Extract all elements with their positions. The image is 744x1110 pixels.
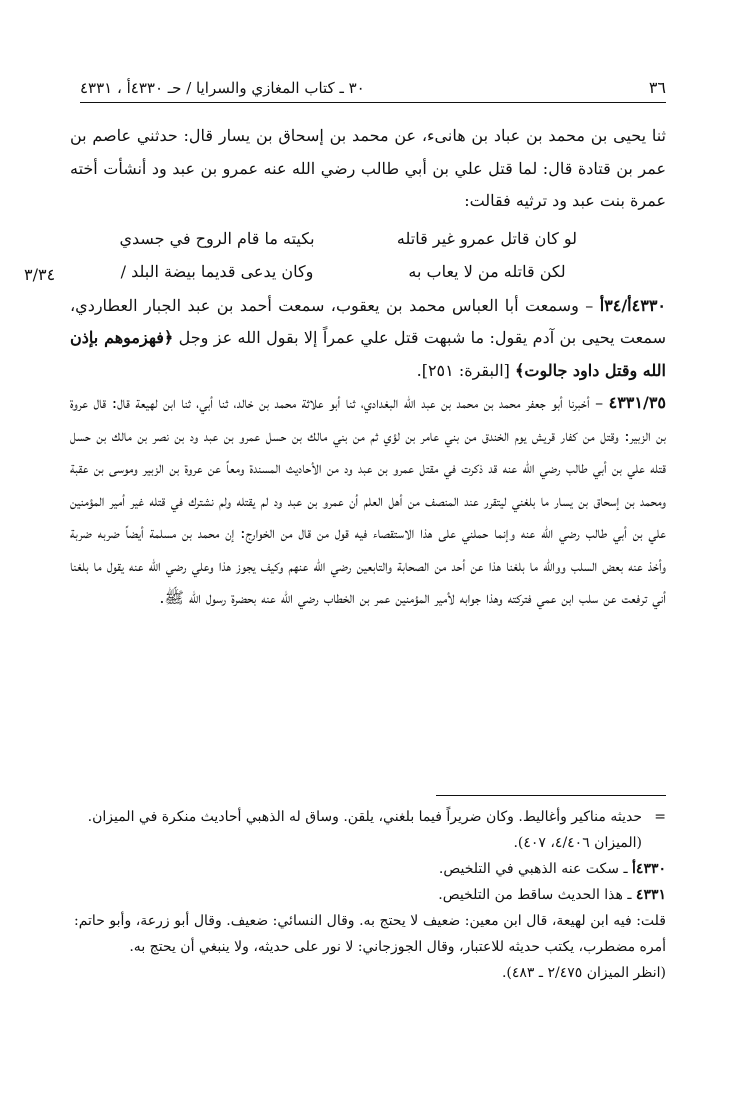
main-text	[70, 120, 666, 615]
footnote-text: ـ سكت عنه الذهبي في التلخيص.	[438, 861, 633, 877]
hadith-number: ٤٣٣٠أ/٣٤أ	[599, 295, 666, 315]
footnote-text: ـ هذا الحديث ساقط من التلخيص.	[438, 887, 636, 903]
running-title: ٣٠ ـ كتاب المغازي والسرايا / حـ ٤٣٣٠أ ، ٤٣٣١	[80, 79, 365, 97]
footnote-reference: (الميزان ٤/٤٠٦، ٤٠٧).	[513, 835, 642, 851]
page-number: ٣٦	[648, 78, 666, 97]
poem	[70, 222, 666, 288]
hadith-text: – أخبرنا أبو جعفر محمد بن محمد بن عبد الله البغدادي، ثنا أبو علاثة محمد بن خالد، ثنا أبي، ثنا ابن لهيعة قال: قال عروة بن الزبير: وقتل من كفار قريش يوم الخندق من بني عامر بن لؤي ثم من بني مالك بن حسل عمرو بن عبد ود بن نصر بن مالك بن حسل قتله علي بن أبي طالب رضي الله عنه قد ذكرت في مقتل عمرو بن عبد ود من الأحاديث المسندة ومعاً عن عروة بن الزبير وموسى بن عقبة ومحمد بن إسحاق بن يسار ما بلغني ليتقرر عند المنصف من أهل العلم أن عمرو بن عبد ود لم يقتله ولم نشترك في قتله غير أمير المؤمنين علي بن أبي طالب رضي الله عنه وإنما حملني على هذا الاستقصاء فيه قول من قال من الخوارج: إن محمد بن مسلمة أيضاً ضربه ضربة وأخذ عنه بعض السلب ووالله ما بلغنا هذا عن أحد من الصحابة والتابعين رضي الله عنهم وكيف يجوز هذا وعلي رضي الله عنه يقول ما بلغنا أني ترفعت عن سلب ابن عمي فتركته وهذا جوابه لأمير المؤمنين عمر بن الخطاب رضي الله عنه بحضرة رسول الله ﷺ.	[70, 393, 666, 607]
footnote-4330a	[74, 856, 666, 882]
intro-paragraph: ثنا يحيى بن محمد بن عباد بن هانىء، عن محمد بن إسحاق بن يسار قال: حدثني عاصم بن عمر بن قتادة قال: لما قتل علي بن أبي طالب رضي الله عنه عمرو بن عبد ود أنشأت أخته عمرة بنت عبد ود ترثيه فقالت:	[70, 126, 666, 210]
quran-reference: [البقرة: ٢٥١].	[416, 360, 515, 380]
hadith-text: – وسمعت أبا العباس محمد بن يعقوب، سمعت أحمد بن عبد الجبار العطاردي، سمعت يحيى بن آدم يقول: ما شبهت قتل علي عمراً إلا بقول الله عز وجل	[70, 295, 666, 347]
poem-line-1	[70, 222, 666, 255]
poem-line-2	[70, 255, 666, 288]
footnote-comment-reference: (انظر الميزان ٢/٤٧٥ ـ ٤٨٣).	[501, 965, 666, 981]
footnote-text: حديثه مناكير وأغاليط. وكان ضريراً فيما بلغني، يلقن. وساق له الذهبي أحاديث منكرة في الميزان.	[87, 809, 642, 825]
hemistich: لكن قاتله من لا يعاب به	[408, 261, 566, 281]
footnote-number: ٤٣٣٠أ	[632, 861, 666, 877]
hadith-4331	[70, 387, 666, 615]
hadith-number: ٤٣٣١/٣٥	[608, 393, 666, 412]
hemistich: بكيته ما قام الروح في جسدي	[119, 228, 315, 248]
footnotes	[74, 804, 666, 986]
footnote-4331	[74, 882, 666, 908]
hadith-4330a	[70, 290, 666, 388]
continuation-mark: =	[654, 809, 666, 825]
quran-quote: ﴿فهزموهم بإذن الله وقتل داود جالوت﴾	[70, 328, 666, 380]
footnote-comment: قلت: فيه ابن لهيعة، قال ابن معين: ضعيف لا يحتج به. وقال النسائي: ضعيف. وقال أبو زرعة، وأبو حاتم: أمره مضطرب، يكتب حديثه للاعتبار، وقال الجوزجاني: لا نور على حديثه، ولا ينبغي أن يحتج به.	[74, 913, 666, 955]
footnote-number: ٤٣٣١	[635, 887, 666, 903]
hemistich: لو كان قاتل عمرو غير قاتله	[396, 228, 578, 248]
footnote-continued	[74, 804, 666, 830]
footnote-divider	[436, 795, 666, 796]
hemistich: وكان يدعى قديما بيضة البلد /	[120, 261, 314, 281]
margin-reference: ٣/٣٤	[24, 265, 56, 284]
running-header	[80, 78, 666, 103]
